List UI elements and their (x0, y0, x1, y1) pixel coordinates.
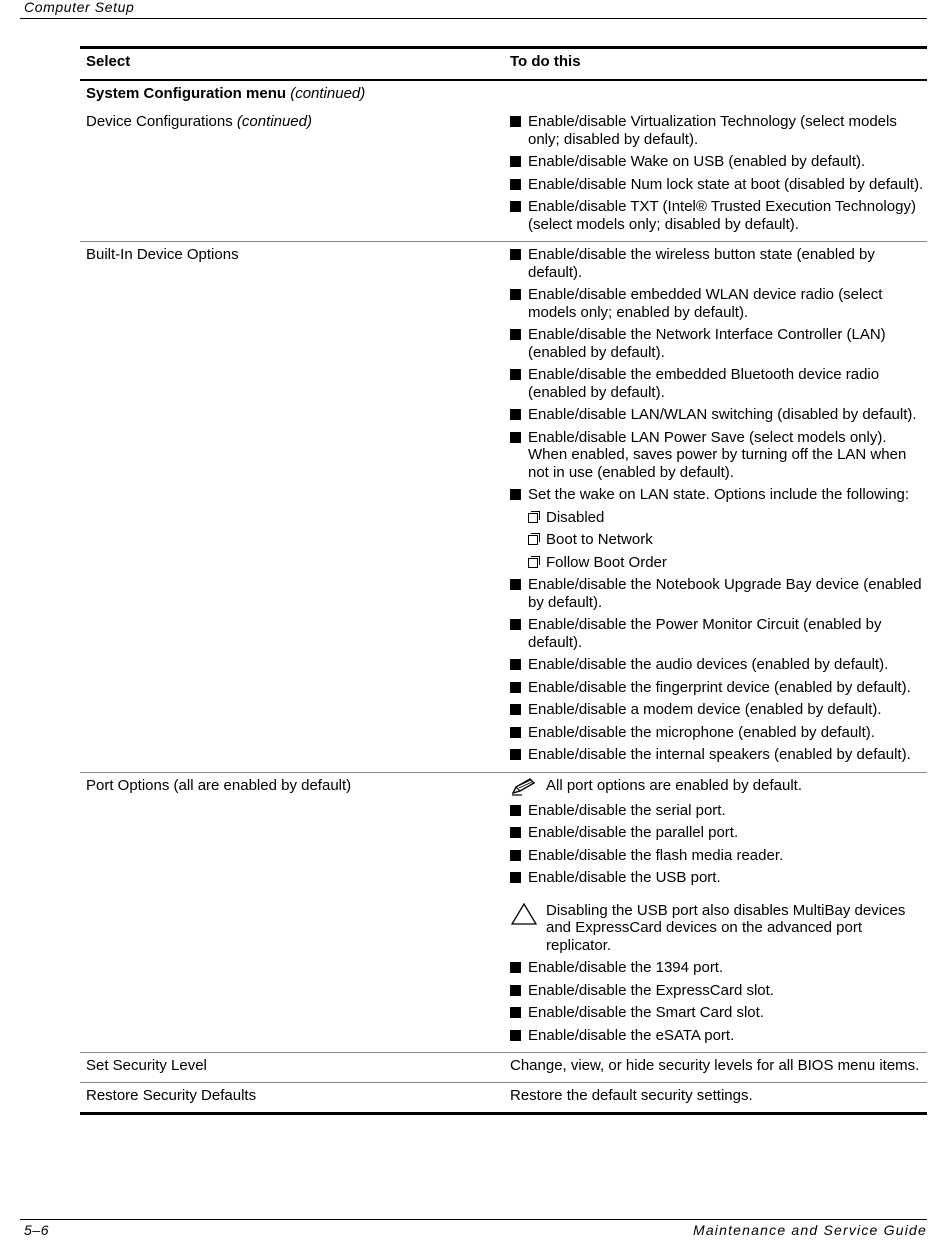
list-item: Enable/disable the flash media reader. (510, 847, 927, 865)
square-bullet-icon (510, 659, 523, 672)
column-header-select: Select (86, 53, 131, 70)
square-bullet-icon (510, 1030, 523, 1043)
square-bullet-icon (510, 369, 523, 382)
table-row-set-security-level (80, 1053, 927, 1082)
ports-list-b (510, 959, 927, 1044)
security-defaults-text: Restore the default security settings. (510, 1087, 753, 1104)
list-item: Enable/disable the ExpressCard slot. (510, 982, 927, 1000)
sub-list-item: Follow Boot Order (510, 554, 927, 572)
square-bullet-icon (510, 489, 523, 502)
list-item: Enable/disable LAN/WLAN switching (disabled by default). (510, 406, 927, 424)
row-label (80, 113, 505, 233)
list-item: Enable/disable the audio devices (enabled by default). (510, 656, 927, 674)
menu-title-text: System Configuration menu (86, 85, 287, 102)
list-item: Enable/disable TXT (Intel® Trusted Execution Technology) (select models only; disabled by default). (510, 198, 927, 233)
list-item: Enable/disable the USB port. (510, 869, 927, 887)
ports-label: Port Options (all are enabled by default) (86, 776, 352, 794)
square-bullet-icon (510, 116, 523, 129)
list-item: Enable/disable the parallel port. (510, 824, 927, 842)
list-item: Enable/disable the microphone (enabled by default). (510, 724, 927, 742)
square-bullet-icon (510, 682, 523, 695)
table-row-port-options (80, 773, 927, 1053)
square-bullet-icon (510, 850, 523, 863)
list-item: Set the wake on LAN state. Options include the following: (510, 486, 927, 504)
setup-table (80, 46, 927, 1115)
row-content (505, 113, 927, 233)
square-bullet-icon (510, 156, 523, 169)
table-row-device-configurations (80, 103, 927, 241)
sub-list-item: Boot to Network (510, 531, 927, 549)
caution-triangle-icon (510, 902, 546, 926)
list-item: Enable/disable the Network Interface Controller (LAN) (enabled by default). (510, 326, 927, 361)
menu-title (80, 85, 505, 103)
square-bullet-icon (510, 985, 523, 998)
builtin-list (510, 246, 927, 764)
square-bullet-icon (510, 409, 523, 422)
checkbox-bullet-icon (528, 512, 540, 524)
list-item: Enable/disable the Power Monitor Circuit (enabled by default). (510, 616, 927, 651)
running-footer: Maintenance and Service Guide (692, 1222, 927, 1238)
square-bullet-icon (510, 872, 523, 885)
square-bullet-icon (510, 749, 523, 762)
list-item: Enable/disable the serial port. (510, 802, 927, 820)
square-bullet-icon (510, 704, 523, 717)
square-bullet-icon (510, 329, 523, 342)
square-bullet-icon (510, 179, 523, 192)
header-rule (20, 18, 927, 19)
square-bullet-icon (510, 1007, 523, 1020)
page-number: 5–6 (24, 1222, 50, 1238)
square-bullet-icon (510, 289, 523, 302)
list-item: Enable/disable the fingerprint device (enabled by default). (510, 679, 927, 697)
device-config-list (510, 113, 927, 233)
list-item: Enable/disable the wireless button state (enabled by default). (510, 246, 927, 281)
square-bullet-icon (510, 432, 523, 445)
device-config-continued: (continued) (236, 113, 312, 130)
square-bullet-icon (510, 805, 523, 818)
note-block (510, 777, 927, 797)
list-item: Enable/disable the eSATA port. (510, 1027, 927, 1045)
builtin-label: Built-In Device Options (86, 246, 239, 263)
square-bullet-icon (510, 579, 523, 592)
security-level-label: Set Security Level (86, 1057, 207, 1074)
list-item: Enable/disable the internal speakers (enabled by default). (510, 746, 927, 764)
table-bottom-rule (80, 1112, 927, 1115)
device-config-label: Device Configurations (86, 113, 233, 130)
list-item: Enable/disable Wake on USB (enabled by default). (510, 153, 927, 171)
list-item: Enable/disable the Notebook Upgrade Bay device (enabled by default). (510, 576, 927, 611)
table-row-restore-security-defaults (80, 1083, 927, 1105)
list-item: Enable/disable the Smart Card slot. (510, 1004, 927, 1022)
square-bullet-icon (510, 249, 523, 262)
row-content (505, 777, 927, 1045)
list-item: Enable/disable embedded WLAN device radio (select models only; enabled by default). (510, 286, 927, 321)
square-bullet-icon (510, 201, 523, 214)
security-level-text: Change, view, or hide security levels for all BIOS menu items. (510, 1057, 920, 1074)
square-bullet-icon (510, 827, 523, 840)
list-item: Enable/disable Virtualization Technology (select models only; disabled by default). (510, 113, 927, 148)
list-item: Enable/disable Num lock state at boot (disabled by default). (510, 176, 927, 194)
running-header: Computer Setup (24, 0, 135, 15)
footer-rule (20, 1219, 927, 1220)
row-content (505, 246, 927, 764)
square-bullet-icon (510, 962, 523, 975)
pencil-note-icon (510, 777, 546, 797)
caution-block (510, 902, 927, 955)
table-header-row (80, 49, 927, 79)
column-header-todo: To do this (510, 53, 581, 70)
list-item: Enable/disable LAN Power Save (select models only). When enabled, saves power by turning off the LAN when not in use (enabled by default). (510, 429, 927, 482)
ports-list-a (510, 802, 927, 887)
note-text: All port options are enabled by default. (546, 776, 803, 794)
sub-list-item: Disabled (510, 509, 927, 527)
square-bullet-icon (510, 619, 523, 632)
checkbox-bullet-icon (528, 534, 540, 546)
checkbox-bullet-icon (528, 557, 540, 569)
security-defaults-label: Restore Security Defaults (86, 1087, 257, 1104)
menu-title-continued: (continued) (290, 85, 366, 102)
caution-text: Disabling the USB port also disables MultiBay devices and ExpressCard devices on the advanced port replicator. (546, 901, 906, 954)
list-item: Enable/disable the embedded Bluetooth device radio (enabled by default). (510, 366, 927, 401)
list-item: Enable/disable a modem device (enabled by default). (510, 701, 927, 719)
square-bullet-icon (510, 727, 523, 740)
menu-title-row (80, 81, 927, 103)
list-item: Enable/disable the 1394 port. (510, 959, 927, 977)
table-row-built-in-device-options (80, 242, 927, 772)
